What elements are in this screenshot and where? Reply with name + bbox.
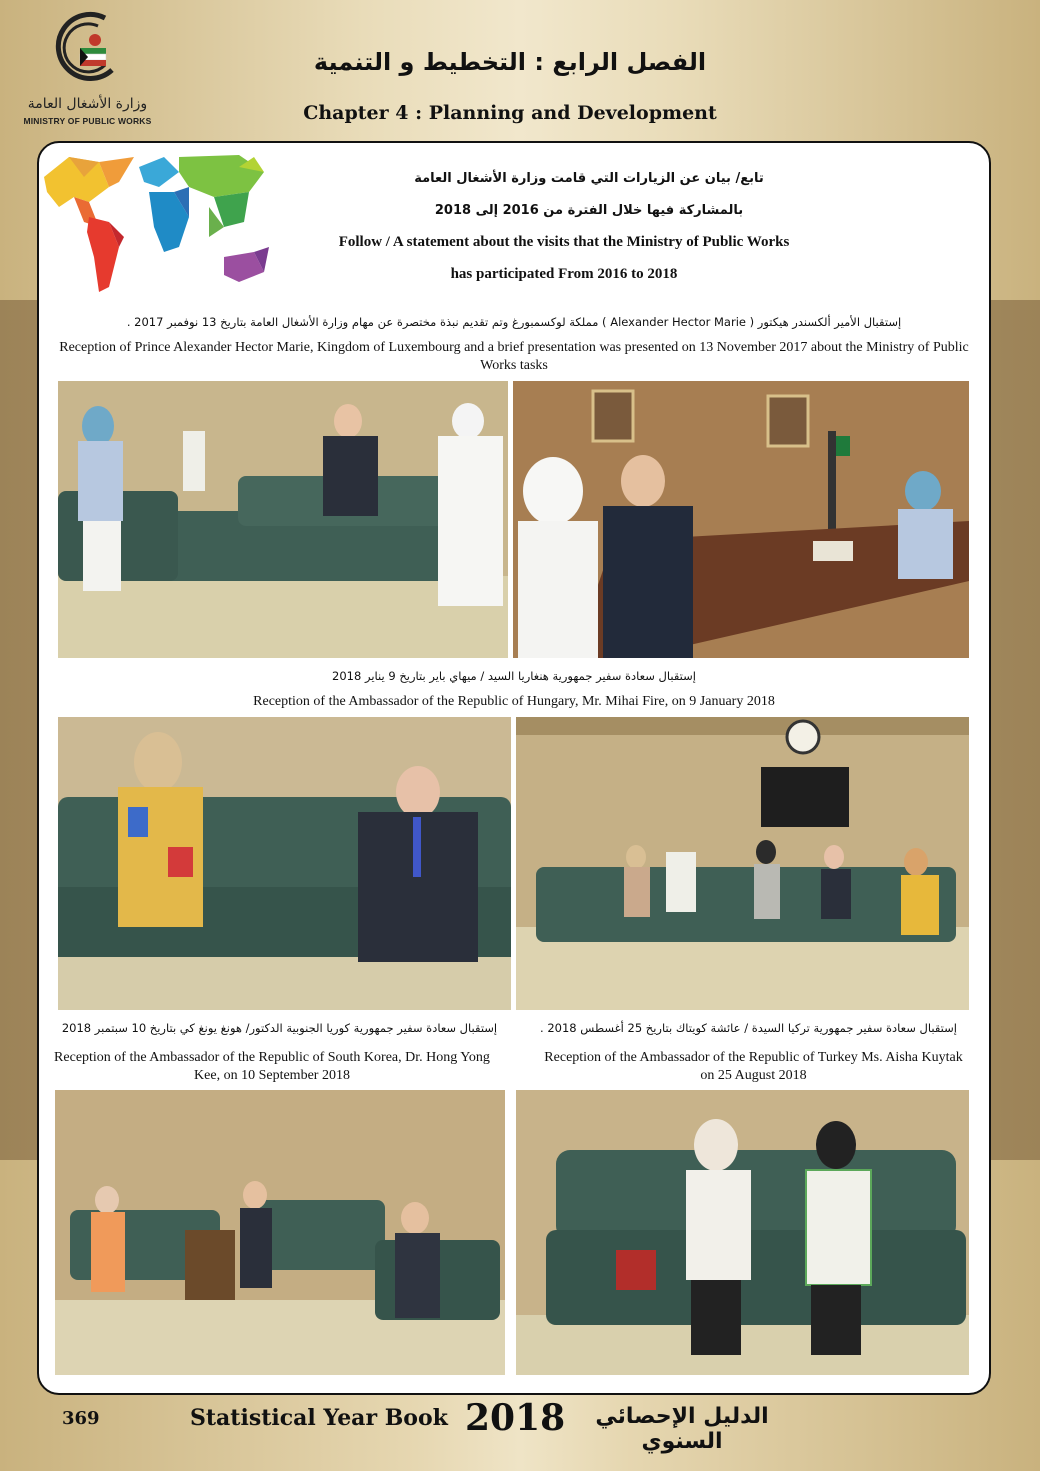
caption-1-english: Reception of Prince Alexander Hector Marie, Kingdom of Luxembourg and a brief presentation was presented on 13 November 2017 about the Ministry of Public Works tasks — [59, 340, 969, 373]
photo-luxembourg-2 — [513, 381, 969, 658]
chapter-title-arabic: الفصل الرابع : التخطيط و التنمية — [313, 48, 707, 76]
heading-english-line2: has participated From 2016 to 2018 — [450, 266, 678, 282]
caption-3-english: Reception of the Ambassador of the Republic of South Korea, Dr. Hong Yong Kee, on 10 September 2018 — [54, 1050, 490, 1083]
photo-luxembourg-1 — [58, 381, 508, 658]
logo-emblem-icon — [50, 10, 125, 90]
caption-2-arabic: إستقبال سعادة سفير جمهورية هنغاريا السيد / ميهاي باير بتاريخ 9 يناير 2018 — [332, 669, 696, 683]
caption-3-arabic: إستقبال سعادة سفير جمهورية كوريا الجنوبية الدكتور/ هونغ يونغ كي بتاريخ 10 سبتمبر 2018 — [61, 1021, 498, 1035]
heading-english-line1: Follow / A statement about the visits that the Ministry of Public Works — [338, 234, 790, 250]
caption-4-english: Reception of the Ambassador of the Republic of Turkey Ms. Aisha Kuytak on 25 August 2018 — [544, 1050, 963, 1083]
caption-2-english: Reception of the Ambassador of the Republic of Hungary, Mr. Mihai Fire, on 9 January 2018 — [253, 694, 775, 709]
photo-hungary-1 — [58, 717, 511, 1010]
footer-book-title-arabic: الدليل الإحصائي السنوي — [595, 1404, 769, 1454]
page-number: 369 — [62, 1408, 100, 1429]
photo-korea — [55, 1090, 505, 1375]
heading-arabic-line1: تابع/ بيان عن الزيارات التي قامت وزارة الأشغال العامة — [414, 171, 764, 186]
logo-arabic-text: وزارة الأشغال العامة — [27, 96, 148, 112]
photo-hungary-2 — [516, 717, 969, 1010]
caption-1-arabic: إستقبال الأمير ألكسندر هيكتور ( Alexander Hector Marie ) مملكة لوكسمبورغ وتم تقديم نبذة مختصرة عن مهام وزارة الأشغال العامة بتاريخ 13 نوفمبر 2017 . — [126, 315, 902, 329]
caption-4-arabic: إستقبال سعادة سفير جمهورية تركيا السيدة / عائشة كويتاك بتاريخ 25 أغسطس 2018 . — [540, 1021, 957, 1035]
logo-english-text: MINISTRY OF PUBLIC WORKS — [23, 116, 152, 126]
ministry-logo — [20, 10, 160, 130]
content-panel — [37, 141, 991, 1395]
photo-turkey — [516, 1090, 969, 1375]
heading-arabic-line2: بالمشاركة فيها خلال الفترة من 2016 إلى 2018 — [434, 203, 744, 218]
footer-book-title-english: Statistical Year Book — [190, 1405, 448, 1431]
chapter-title-english: Chapter 4 : Planning and Development — [303, 102, 717, 124]
footer-year: 2018 — [465, 1397, 566, 1439]
